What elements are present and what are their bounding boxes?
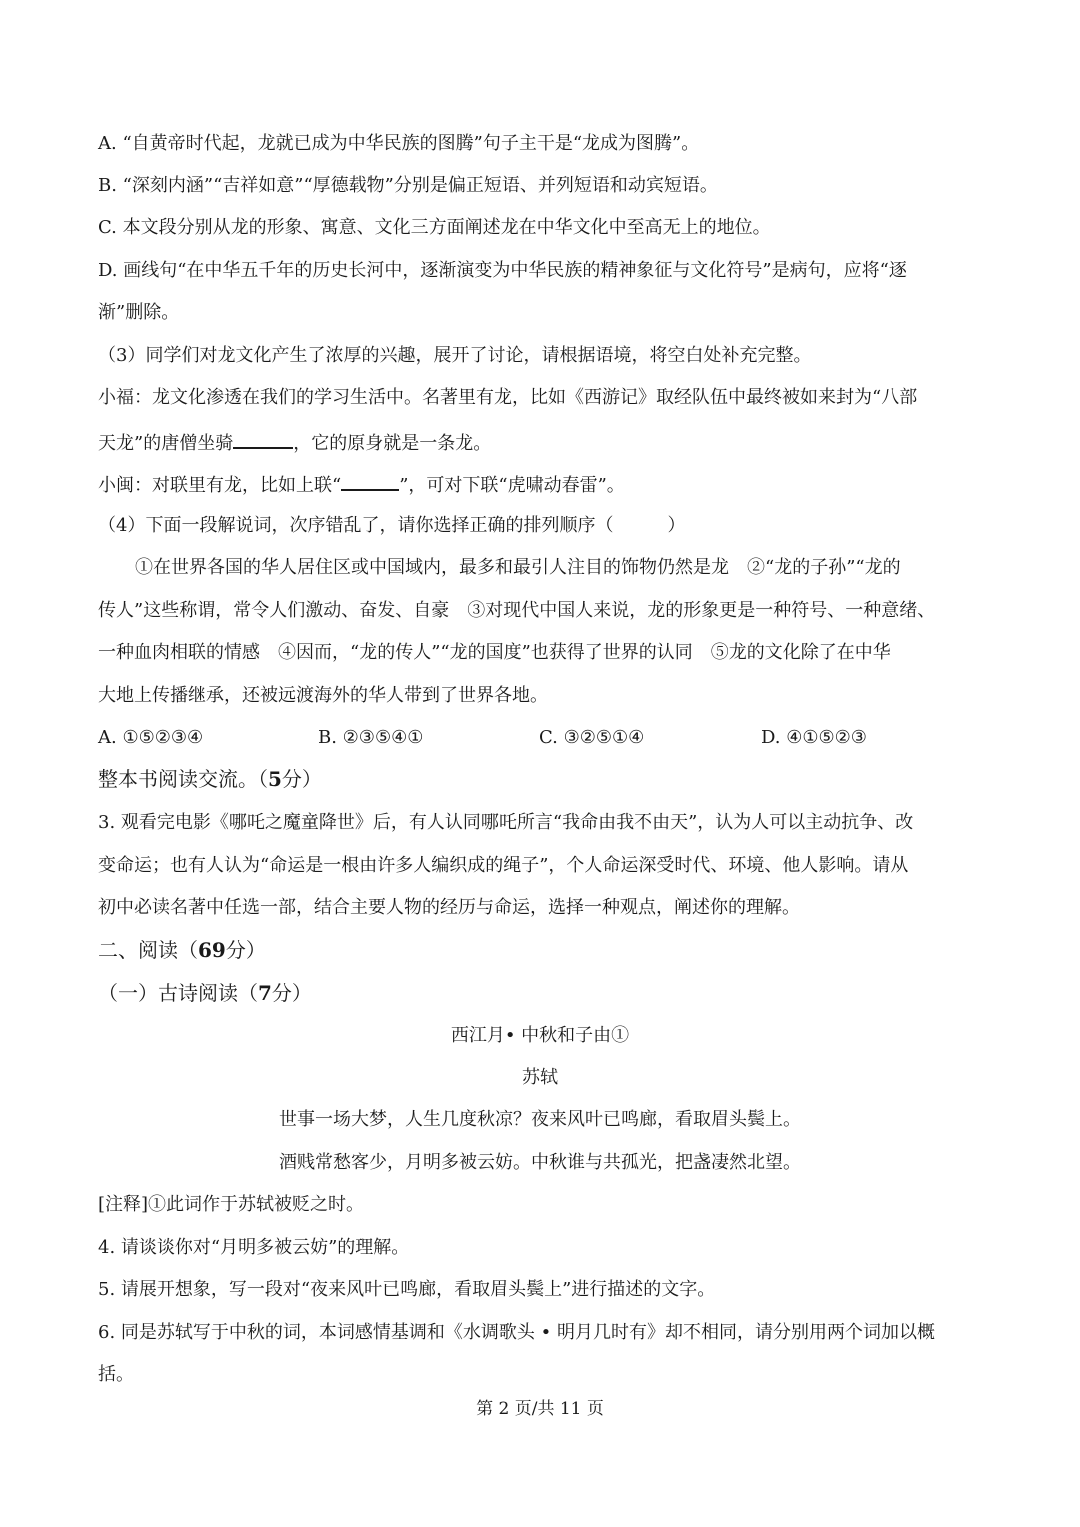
question-3-prompt: （3）同学们对龙文化产生了浓厚的兴趣，展开了讨论，请根据语境，将空白处补充完整。 (98, 345, 812, 366)
xiaofu-text-after: ，它的原身就是一条龙。 (293, 433, 492, 454)
answer-blank-couplet[interactable] (341, 471, 399, 491)
passage-line3: 一种血肉相联的情感 ④因而，“龙的传人”“龙的国度”也获得了世界的认同 ⑤龙的文化除了在中华 (98, 642, 891, 663)
whole-book-score: 5 (268, 767, 282, 791)
passage-line4: 大地上传播继承，还被远渡海外的华人带到了世界各地。 (98, 685, 548, 706)
option-b: B. “深刻内涵”“吉祥如意”“厚德载物”分别是偏正短语、并列短语和动宾短语。 (98, 175, 718, 196)
poem-annotation: [注释]①此词作于苏轼被贬之时。 (98, 1194, 365, 1215)
poem-author: 苏轼 (522, 1067, 558, 1088)
xiaofu-line2 (98, 429, 988, 456)
poetry-heading-text: （一）古诗阅读（ (98, 981, 258, 1005)
poem-line1: 世事一场大梦，人生几度秋凉？夜来风叶已鸣廊，看取眉头鬓上。 (279, 1109, 801, 1130)
option-d-line1: D. 画线句“在中华五千年的历史长河中，逐渐演变为中华民族的精神象征与文化符号”是病句，应将“逐 (98, 260, 907, 281)
answer-blank-mount[interactable] (233, 429, 293, 449)
poetry-score: 7 (258, 981, 272, 1005)
reading-score: 69 (198, 938, 226, 962)
reading-section-heading (98, 938, 988, 962)
xiaomin-text-after: ”，可对下联“虎啸动春雷”。 (399, 475, 625, 496)
question-3-line3: 初中必读名著中任选一部，结合主要人物的经历与命运，选择一种观点，阐述你的理解。 (98, 897, 800, 918)
option-d-line2: 渐”删除。 (98, 302, 180, 323)
question-4-prompt (98, 514, 988, 538)
whole-book-heading-text: 整本书阅读交流。（ (98, 767, 268, 791)
order-option-a[interactable]: A. ①⑤②③④ (98, 727, 204, 748)
page-number: 第 2 页/共 11 页 (476, 1399, 604, 1419)
xiaofu-text-before: 天龙”的唐僧坐骑 (98, 433, 234, 454)
whole-book-heading-end: 分） (281, 767, 322, 791)
poem-title: 西江月• 中秋和子由① (450, 1025, 630, 1046)
question-4-prompt-text: （4）下面一段解说词，次序错乱了，请你选择正确的排列顺序（ (98, 515, 614, 536)
question-3-line2: 变命运；也有人认为“命运是一根由许多人编织成的绳子”，个人命运深受时代、环境、他人影响。请从 (98, 855, 909, 876)
question-4-prompt-end: ） (667, 515, 686, 536)
xiaomin-text-before: 小闽：对联里有龙，比如上联“ (98, 475, 342, 496)
order-option-b[interactable]: B. ②③⑤④① (318, 727, 424, 748)
order-option-c[interactable]: C. ③②⑤①④ (539, 727, 645, 748)
question-5: 5. 请展开想象，写一段对“夜来风叶已鸣廊，看取眉头鬓上”进行描述的文字。 (98, 1279, 716, 1300)
reading-heading-text: 二、阅读（ (98, 938, 198, 962)
passage-line2: 传人”这些称谓，常令人们激动、奋发、自豪 ③对现代中国人来说，龙的形象更是一种符号、一种意绪、 (98, 600, 936, 621)
question-3-line1: 3. 观看完电影《哪吒之魔童降世》后，有人认同哪吒所言“我命由我不由天”，认为人可以主动抗争、改 (98, 812, 914, 833)
poem-line2: 酒贱常愁客少，月明多被云妨。中秋谁与共孤光，把盏凄然北望。 (279, 1152, 801, 1173)
poetry-subsection-heading (98, 981, 988, 1005)
poetry-heading-end: 分） (271, 981, 312, 1005)
question-6-line2: 括。 (98, 1364, 134, 1385)
option-a: A. “自黄帝时代起，龙就已成为中华民族的图腾”句子主干是“龙成为图腾”。 (98, 133, 700, 154)
question-6-line1: 6. 同是苏轼写于中秋的词，本词感情基调和《水调歌头 • 明月几时有》却不相同，请分别用两个词加以概 (98, 1322, 935, 1343)
question-4: 4. 请谈谈你对“月明多被云妨”的理解。 (98, 1237, 410, 1258)
xiaofu-line1: 小福：龙文化渗透在我们的学习生活中。名著里有龙，比如《西游记》取经队伍中最终被如来封为“八部 (98, 387, 918, 408)
xiaomin-line (98, 471, 988, 498)
option-c: C. 本文段分别从龙的形象、寓意、文化三方面阐述龙在中华文化中至高无上的地位。 (98, 217, 771, 238)
order-option-d[interactable]: D. ④①⑤②③ (761, 727, 867, 748)
whole-book-heading (98, 767, 988, 791)
reading-heading-end: 分） (225, 938, 266, 962)
passage-line1: ①在世界各国的华人居住区或中国域内，最多和最引人注目的饰物仍然是龙 ②“龙的子孙”“龙的 (135, 557, 901, 578)
